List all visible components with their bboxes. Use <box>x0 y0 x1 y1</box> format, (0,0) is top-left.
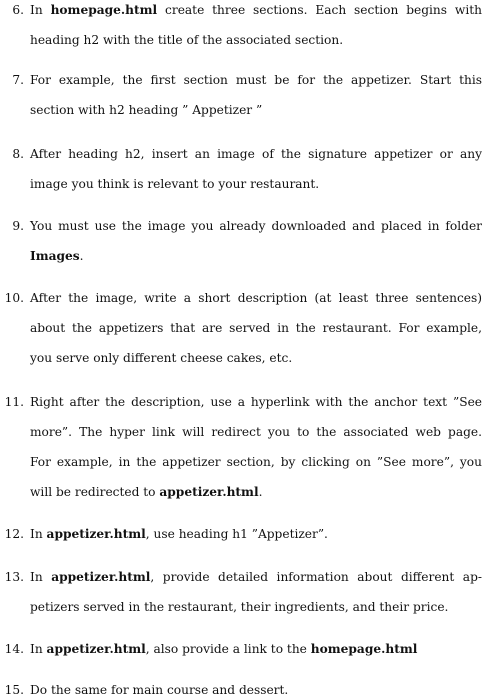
item-number: 9. <box>12 219 24 233</box>
item-number: 13. <box>4 570 24 584</box>
item-line: Right after the description, use a hyperlink with the anchor text ”See <box>30 395 482 409</box>
item-number: 15. <box>4 683 24 697</box>
item-line: In appetizer.html, also provide a link to the homepage.html <box>30 642 418 656</box>
item-line: section with h2 heading ” Appetizer ” <box>30 103 263 117</box>
item-line: In appetizer.html, use heading h1 ”Appetizer”. <box>30 527 328 541</box>
item-line: For example, in the appetizer section, by clicking on ”See more”, you <box>30 455 482 469</box>
item-line: For example, the first section must be for the appetizer. Start this <box>30 73 482 87</box>
item-line: will be redirected to appetizer.html. <box>30 485 263 499</box>
item-number: 12. <box>4 527 24 541</box>
item-line: You must use the image you already downloaded and placed in folder <box>30 219 482 233</box>
item-line: image you think is relevant to your restaurant. <box>30 177 320 191</box>
item-line: petizers served in the restaurant, their ingredients, and their price. <box>30 600 449 614</box>
item-line: heading h2 with the title of the associated section. <box>30 33 344 47</box>
item-line: you serve only different cheese cakes, etc. <box>30 351 293 365</box>
item-number: 11. <box>4 395 24 409</box>
item-number: 6. <box>12 3 24 17</box>
item-line: In appetizer.html, provide detailed information about different ap- <box>30 570 482 584</box>
item-number: 10. <box>4 291 24 305</box>
item-line: After the image, write a short description (at least three sentences) <box>30 291 482 305</box>
item-line: about the appetizers that are served in the restaurant. For example, <box>30 321 482 335</box>
item-number: 8. <box>12 147 24 161</box>
item-line: more”. The hyper link will redirect you to the associated web page. <box>30 425 482 439</box>
item-line: In homepage.html create three sections. Each section begins with <box>30 3 482 17</box>
item-line: Images. <box>30 249 84 263</box>
item-line: After heading h2, insert an image of the signature appetizer or any <box>30 147 482 161</box>
item-number: 14. <box>4 642 24 656</box>
item-line: Do the same for main course and dessert. <box>30 683 289 697</box>
item-number: 7. <box>12 73 24 87</box>
